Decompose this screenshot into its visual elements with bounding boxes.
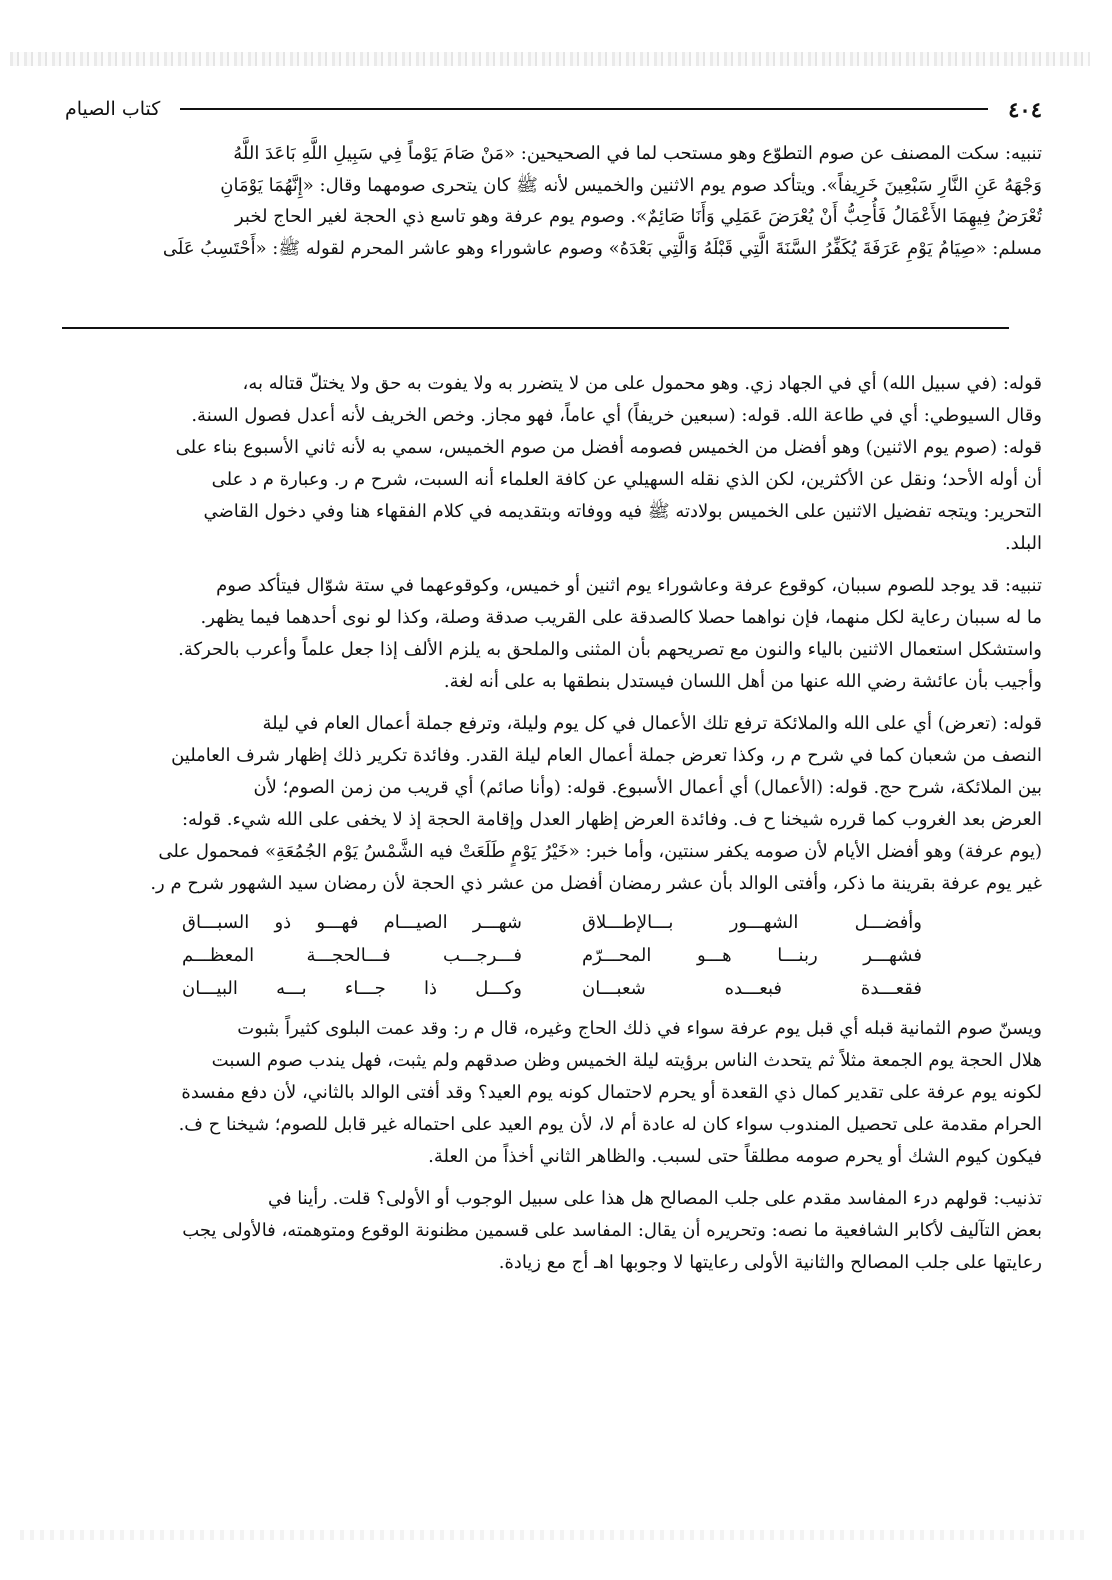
paragraph-commentary-2 — [62, 708, 1042, 900]
text-line: هلال الحجة يوم الجمعة مثلاً ثم يتحدث الناس برؤيته ليلة الخميس وظن صدقهم ولم يثبت، فهل يندب صوم السبت — [211, 1050, 1042, 1071]
text-line: وَجْهَهُ عَنِ النَّارِ سَبْعِينَ خَرِيفاً». ويتأكد صوم يوم الاثنين والخميس لأنه ﷺ كان يتحرى صومهما وقال: «إِنَّهُمَا يَوْمَانِ — [220, 174, 1042, 196]
text-line: (يوم عرفة) وهو أفضل الأيام لأن صومه يكفر سنتين، وأما خبر: «خَيْرُ يَوْمٍ طَلَعَتْ فيه الشَّمْسُ يَوْم الجُمُعَةِ» فمحمول على — [158, 841, 1042, 862]
commentary-body — [62, 368, 1042, 1279]
text-line: غير يوم عرفة بقرينة ما ذكر، وأفتى الوالد بأن عشر رمضان أفضل من عشر ذي الحجة لأن رمضان سيد الشهور شرح م ر. — [150, 873, 1042, 894]
paragraph-tanbih — [62, 570, 1042, 698]
running-header — [65, 94, 1042, 124]
text-line: النصف من شعبان كما في شرح م ر، وكذا تعرض جملة أعمال العام ليلة القدر. وفائدة تكرير ذلك إظهار شرف العاملين — [171, 745, 1042, 766]
text-line: ما له سببان رعاية لكل منهما، فإن نواهما حصلا كالصدقة على القريب صدقة وصلة، وكذا لو نوى أحدهما فيما يظهر. — [200, 607, 1042, 628]
scan-edge-top — [10, 52, 1090, 66]
text-line: قوله: (تعرض) أي على الله والملائكة ترفع تلك الأعمال في كل يوم وليلة، وترفع جملة أعمال العام في ليلة — [262, 713, 1042, 734]
verse-hemistich: فقعـــدة فبعـــده شعبـــان — [582, 978, 922, 999]
scan-edge-bottom — [20, 1530, 1090, 1540]
text-line: تُعْرَضُ فِيهِمَا الأَعْمَالُ فَأُحِبُّ أَنْ يُعْرَضَ عَمَلِي وَأَنَا صَائِمٌ». وصوم يوم عرفة وهو تاسع ذي الحجة لغير الحاج لخبر — [235, 206, 1042, 227]
text-line: بين الملائكة، شرح حج. قوله: (الأعمال) أي أعمال الأسبوع. قوله: (وأنا صائم) أي قريب من زمن الصوم؛ لأن — [253, 777, 1042, 798]
text-line: لكونه يوم عرفة على تقدير كمال ذي القعدة أو يحرم لاحتمال كونه يوم العيد؟ وقد أفتى الوالد بالثاني، لأن دفع مفسدة — [181, 1082, 1042, 1103]
text-line: تذنيب: قولهم درء المفاسد مقدم على جلب المصالح هل هذا على سبيل الوجوب أو الأولى؟ قلت. رأينا في — [267, 1188, 1042, 1209]
verse-hemistich: فشهـــر ربنـــا هـــو المحـــرّم — [582, 945, 922, 966]
text-line: قوله: (في سبيل الله) أي في الجهاد زي. وهو محمول على من لا يتضرر به ولا يفوت به حق ولا يختلّ قتاله به، — [242, 373, 1042, 394]
paragraph-commentary-1 — [62, 368, 1042, 560]
text-line: التحرير: ويتجه تفضيل الاثنين على الخميس بولادته ﷺ فيه ووفاته وبتقديمه في كلام الفقهاء هنا وفي دخول القاضي — [203, 501, 1042, 522]
text-line: العرض بعد الغروب كما قرره شيخنا ح ف. وفائدة العرض إظهار العدل وإقامة الحجة إذ لا يخفى على الله شيء. قوله: — [181, 809, 1042, 830]
text-line: ويسنّ صوم الثمانية قبله أي قبل يوم عرفة سواء في ذلك الحاج وغيره، قال م ر: وقد عمت البلوى كثيراً بثبوت — [237, 1018, 1042, 1039]
text-line: تنبيه: سكت المصنف عن صوم التطوّع وهو مستحب لما في الصحيحين: «مَنْ صَامَ يَوْماً فِي سَبِيلِ اللَّهِ بَاعَدَ اللَّهُ — [233, 143, 1042, 164]
paragraph-tadhnib — [62, 1183, 1042, 1279]
verse-hemistich: وأفضـــل الشهـــور بـــالإطـــلاق — [582, 912, 922, 933]
header-rule — [180, 108, 988, 110]
text-line: واستشكل استعمال الاثنين بالياء والنون مع تصريحهم بأن المثنى والملحق به يلزم الألف إذا جعل علماً وأعرب بالحركة. — [178, 639, 1042, 660]
verse-hemistich: شهـــر الصيـــام فهـــو ذو السبـــاق — [182, 912, 522, 933]
text-line: رعايتها على جلب المصالح والثانية الأولى رعايتها لا وجوبها اهـ أج مع زيادة. — [498, 1252, 1042, 1273]
poem-verses — [62, 906, 1042, 1005]
text-line: فيكون كيوم الشك أو يحرم صومه مطلقاً حتى لسبب. والظاهر الثاني أخذاً من العلة. — [428, 1146, 1042, 1167]
text-line: البلد. — [1004, 533, 1042, 554]
text-line: تنبيه: قد يوجد للصوم سببان، كوقوع عرفة وعاشوراء يوم اثنين أو خميس، وكوقوعهما في ستة شوّال فيتأكد صوم — [216, 575, 1042, 596]
main-text — [62, 138, 1042, 264]
text-line: وأجيب بأن عائشة رضي الله عنها من أهل اللسان فيستدل بنطقها به على أنه لغة. — [443, 671, 1042, 692]
book-title: كتاب الصيام — [65, 98, 161, 120]
paragraph-commentary-3 — [62, 1013, 1042, 1173]
text-line: بعض التآليف لأكابر الشافعية ما نصه: وتحريره أن يقال: المفاسد على قسمين مظنونة الوقوع ومتوهمته، فالأولى يجب — [182, 1220, 1042, 1241]
text-line: أن أوله الأحد؛ ونقل عن الأكثرين، لكن الذي نقله السهيلي عن كافة العلماء أنه السبت، شرح م ر. وعبارة م د على — [211, 469, 1042, 490]
verse-hemistich: فـــرجـــب فـــالحجـــة المعظـــم — [182, 945, 522, 966]
text-line: الحرام مقدمة على تحصيل المندوب سواء كان له عادة أم لا، لأن يوم العيد على احتماله غير قابل للصوم؛ شيخنا ح ف. — [178, 1114, 1042, 1135]
text-line: وقال السيوطي: أي في طاعة الله. قوله: (سبعين خريفاً) أي عاماً، فهو مجاز. وخص الخريف لأنه أعدل فصول السنة. — [191, 405, 1042, 426]
verse-hemistich: وكـــل ذا جـــاء بـــه البيـــان — [182, 978, 522, 999]
page-number: ٤٠٤ — [1008, 96, 1042, 122]
footnote-separator — [62, 327, 1009, 329]
text-line: مسلم: «صِيَامُ يَوْمِ عَرَفَةَ يُكَفِّرُ السَّنَةَ الَّتِي قَبْلَهُ وَالَّتِي بَعْدَهُ» وصوم عاشوراء وهو عاشر المحرم لقوله ﷺ: «أَحْتَسِبُ عَلَى — [162, 237, 1042, 259]
text-line: قوله: (صوم يوم الاثنين) وهو أفضل من الخميس فصومه أفضل من صوم الخميس، سمي به لأنه ثاني الأسبوع بناء على — [175, 437, 1042, 458]
